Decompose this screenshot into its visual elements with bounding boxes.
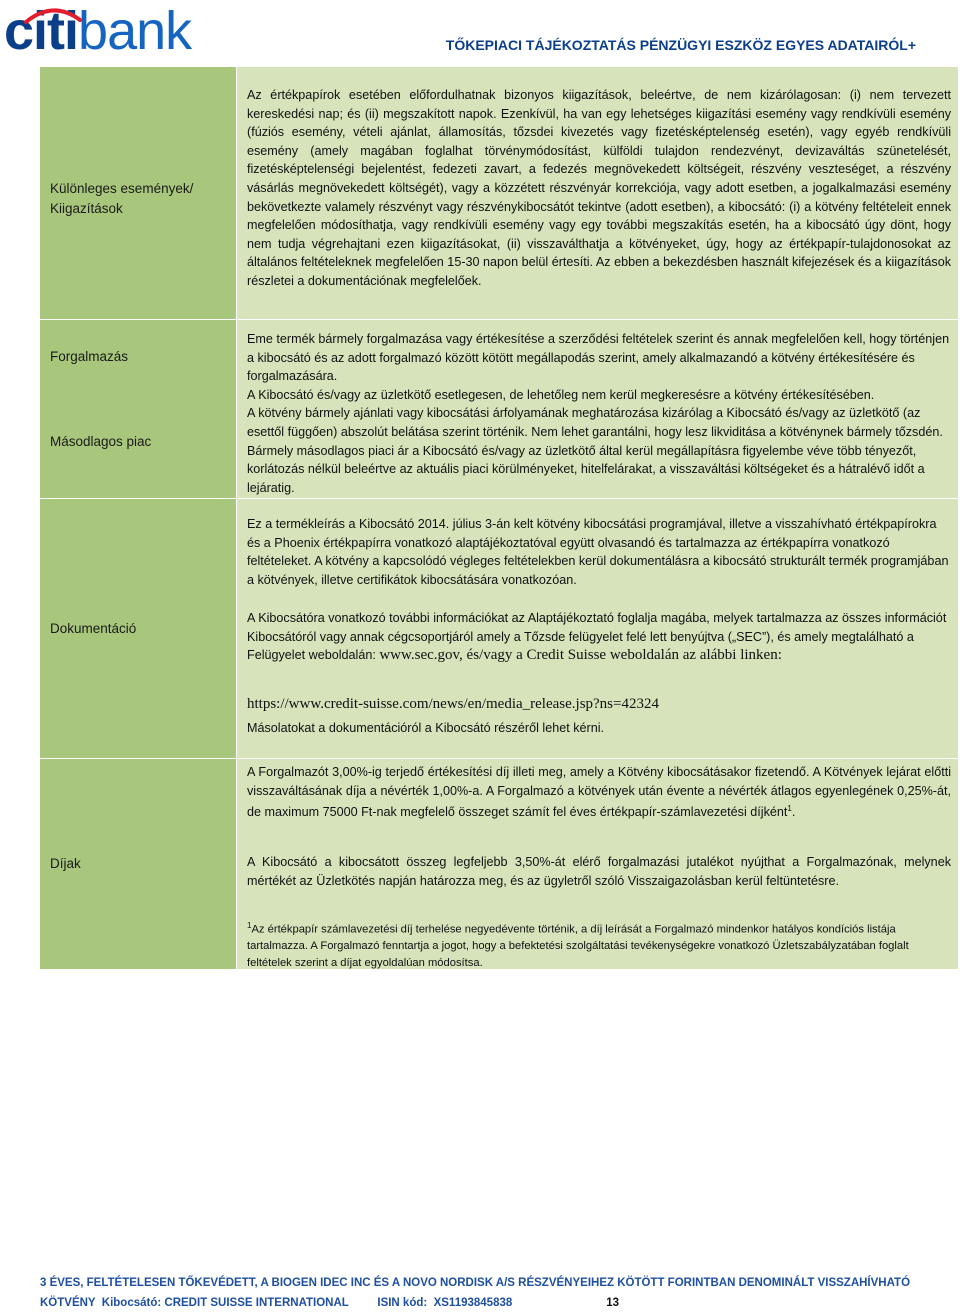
page-footer (40, 1273, 940, 1313)
row-divider (40, 319, 958, 320)
fees-text: . (791, 805, 796, 820)
footnote-text: Az értékpapír számlavezetési díj terhelése negyedévente történik, a díj leírását a Forgalmazó mindenkor hatályos kondíciós listája tartalmazza. A Forgalmazó fenntartja a jogot, hogy a befektetési szolgáltatási tevékenységekre vonatkozó Üzletszabályzatában foglalt feltételek szerint a díjat egyoldalúan módosítsa. (247, 923, 909, 969)
distribution-paragraph: Eme termék bármely forgalmazása vagy értékesítése a szerződési feltételek szerint és annak megfelelően kell, hogy történjen a kibocsátó és az adott forgalmazó között kötött megállapodás szerint, amely alkalmazandó a kötvény értékesítésére és forgalmazására. (247, 332, 950, 384)
documentation-text: , és/vagy a Credit Suisse weboldalán az alábbi linken: (459, 647, 782, 664)
sec-link[interactable]: www.sec.gov (379, 647, 460, 664)
secondary-market-paragraph: A kötvény bármely ajánlati vagy kibocsátási árfolyamának meghatározása kizárólag a Kibocsátó és/vagy az üzletkötő (az esettől függően) abszolút belátása szerint történik. Nem lehet garantálni, hogy lesz likviditása a kötvénynek bármely tőzsdén. Bármely másodlagos piaci ár a Kibocsátó és/vagy az üzletkötő által kerül megállapításra figyelembe véve több tényezőt, korlátozás nélkül beleértve az aktuális piaci körülményeket, hitelfelárakat, a visszaváltási költségeket és a hátralévő időt a lejáratig. (247, 406, 943, 495)
distribution-paragraph: A Kibocsátó és/vagy az üzletkötő esetlegesen, de lehetőleg nem kerül megkeresésre a kötvény értékesítésében. (247, 387, 875, 402)
fees-footnote (247, 918, 951, 971)
fees-paragraph: A Kibocsátó a kibocsátott összeg legfeljebb 3,50%-át elérő forgalmazási jutalékot nyújthat a Forgalmazónak, melynek mértékét az Üzletkötés napján határozza meg, és az ügyletről szóló Visszaigazolásban kerül feltüntetésre. (247, 855, 951, 888)
label-line: Különleges események/ (50, 181, 194, 196)
row-label-documentation: Dokumentáció (50, 621, 137, 636)
page-number: 13 (606, 1297, 620, 1309)
row-label-fees: Díjak (50, 856, 81, 871)
documentation-paragraph (247, 609, 951, 665)
logo-bank: bank (78, 1, 192, 61)
footer-product: KÖTVÉNY Kibocsátó: CREDIT SUISSE INTERNATIONAL ISIN kód: XS1193845838 (40, 1297, 513, 1309)
documentation-text: A Kibocsátóra vonatkozó további információkat az Alaptájékoztató foglalja magába, melyek tartalmazza az összes információt Kibocsátóról vagy annak cégcsoportjáról amely a Tőzsde felügyelet felé lett benyújtva („SEC”), és amely megtalálható a Felügyelet weboldalán: (247, 611, 947, 663)
footer-line-2 (40, 1293, 940, 1313)
document-title: TŐKEPIACI TÁJÉKOZTATÁS PÉNZÜGYI ESZKÖZ EGYES ADATAIRÓL+ (445, 37, 916, 53)
documentation-copies: Másolatokat a dokumentációról a Kibocsátó részéről lehet kérni. (247, 721, 605, 735)
fees-paragraph (247, 763, 951, 822)
distribution-text (247, 330, 951, 497)
documentation-paragraph: Ez a termékleírás a Kibocsátó 2014. július 3-án kelt kötvény kibocsátási programjával, illetve a visszahívható értékpapírokra és a Phoenix értékpapírra vonatkozó alaptájékoztatóval együtt olvasandó és tartalmazza az értékpapírra vonatkozó feltételeket. A kötvény a kapcsolódó végleges feltételekben kerül dokumentálásra a kibocsátó strukturált termék programjában a kötvények, illetve certifikátok kibocsátására vonatkozóan. (247, 517, 949, 587)
footnote-ref: 1 (787, 804, 792, 814)
row-label-special-events (50, 179, 193, 219)
logo-arc-icon (22, 2, 84, 26)
label-line: Kiigazítások (50, 201, 123, 216)
footnote-mark: 1 (247, 921, 252, 930)
row-label-secondary-market: Másodlagos piac (50, 434, 152, 449)
credit-suisse-link[interactable]: https://www.credit-suisse.com/news/en/media_release.jsp?ns=42324 (247, 696, 659, 712)
row-label-distribution: Forgalmazás (50, 349, 129, 364)
footer-line-1: 3 ÉVES, FELTÉTELESEN TŐKEVÉDETT, A BIOGEN IDEC INC ÉS A NOVO NORDISK A/S RÉSZVÉNYEIHEZ KÖTÖTT FORINTBAN DENOMINÁLT VISSZAHÍVHATÓ (40, 1277, 911, 1289)
row-divider (40, 498, 958, 499)
logo-citi: citi (4, 1, 79, 61)
fees-text: A Forgalmazót 3,00%-ig terjedő értékesítési díj illeti meg, amely a Kötvény kibocsátásakor fizetendő. A Kötvények lejárat előtti visszaváltásának díja a névérték 1,00%-a. A Forgalmazó a kötvények után évente a névérték átlagos egyenlegének 0,25%-át, de maximum 75000 Ft-nak megfelelő összeget számít fel éves értékpapír-számlavezetési díjként (247, 765, 951, 820)
row-divider (40, 758, 958, 759)
special-events-text: Az értékpapírok esetében előfordulhatnak bizonyos kiigazítások, beleértve, de nem kizárólagosan: (i) nem tervezett kereskedési nap; és (ii) megszakított napok. Ezenkívül, ha van egy lehetséges kiigazítási esemény vagy rendkívüli esemény (fúziós esemény, vételi ajánlat, államosítás, tőzsdei kivezetés vagy fizetésképtelenség esetén), vagy egyéb rendkívüli esemény (amely magában foglalhat törvénymódosítást, külföldi tulajdon rendezvényt, devizaváltás szünetelését, fizetésképtelenségi bejelentést, fedezeti zavart, a fedezés megnövekedett költségeit, részvény veszteséget, a részvény vásárlás megnövekedett költségét), vagy a közzétett részvényár korrekciója, vagy adott esetben, a jogalkalmazási esemény bekövetkezte valamely részvényt vagy részvénykibocsátót tekintve (adott esetben), a kibocsátó: (i) a kötvény feltételeit ennek megfelelően módosíthatja, vagy rendkívüli esemény vagy egy további megszakítás esetén, ha a kibocsátó úgy dönt, hogy nem tudja végrehajtani ezen kiigazításokat, (ii) visszaválthatja a kötvényeket, úgy, hogy az értékpapír-tulajdonosokat az általános feltételeknek megfelelően 15-30 napon belül értesíti. Az ebben a bekezdésben használt kifejezések és a kiigazítások részletei a dokumentációnak megfelelőek. (247, 88, 951, 288)
